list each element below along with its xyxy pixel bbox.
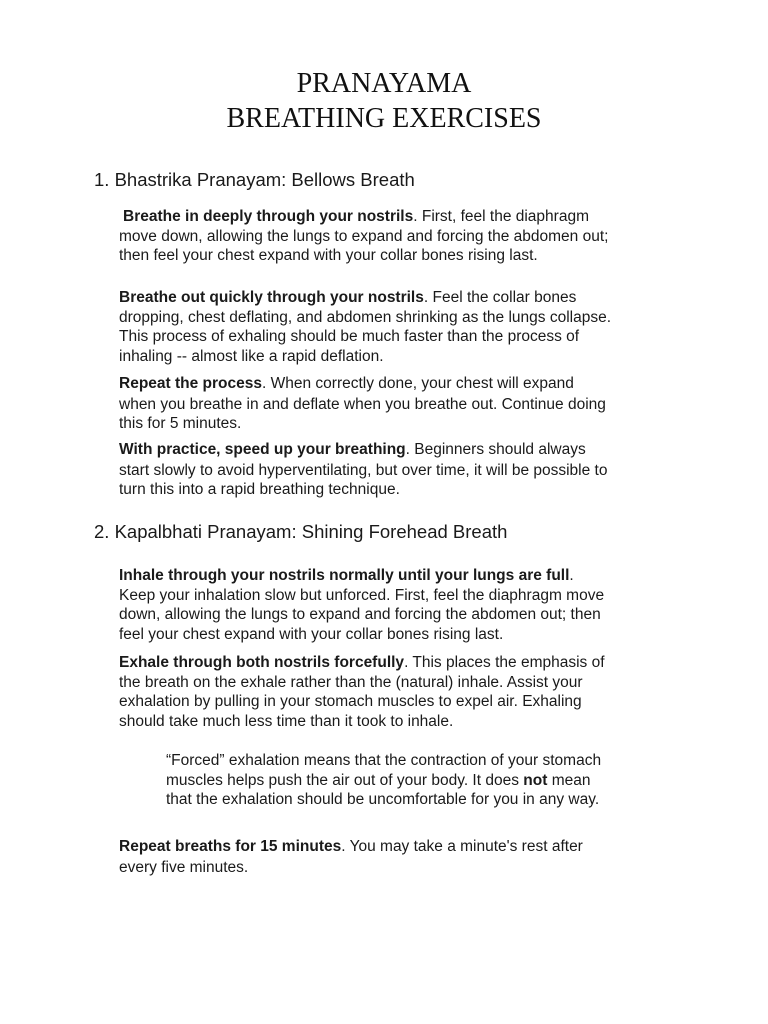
paragraph-line: feel your chest expand with your collar bones rising last. (119, 625, 504, 643)
paragraph-line: should take much less time than it took to inhale. (119, 712, 454, 730)
emphasis-text: Repeat breaths for 15 minutes (119, 838, 342, 855)
document-title-line-1: PRANAYAMA (296, 68, 472, 99)
paragraph-line: dropping, chest deflating, and abdomen shrinking as the lungs collapse. (119, 308, 612, 326)
paragraph-line (119, 837, 699, 857)
section-1-paragraph-4 (119, 440, 699, 500)
paragraph-line: turn this into a rapid breathing technique. (119, 481, 400, 499)
emphasis-text: Inhale through your nostrils normally until your lungs are full (119, 567, 570, 584)
paragraph-line: move down, allowing the lungs to expand and forcing the abdomen out; (119, 227, 609, 245)
paragraph-line: Keep your inhalation slow but unforced. First, feel the diaphragm move (119, 586, 605, 604)
paragraph-line (119, 440, 699, 460)
document-title-line-2: BREATHING EXERCISES (226, 103, 542, 134)
section-2-paragraph-1 (119, 566, 699, 644)
section-1-paragraph-1 (119, 207, 703, 266)
section-2-paragraph-4 (119, 837, 699, 877)
section-1-heading: 1. Bhastrika Pranayam: Bellows Breath (94, 169, 415, 190)
emphasis-text: Breathe out quickly through your nostrils (119, 289, 424, 306)
paragraph-line: This process of exhaling should be much faster than the process of (119, 328, 580, 346)
section-1-paragraph-2 (119, 288, 699, 366)
paragraph-line: that the exhalation should be uncomfortable for you in any way. (166, 791, 600, 809)
paragraph-line (119, 653, 699, 673)
paragraph-line: down, allowing the lungs to expand and forcing the abdomen out; then (119, 606, 601, 624)
section-2-note (166, 751, 696, 810)
body-text: . First, feel the diaphragm (413, 208, 589, 225)
body-text: . Beginners should always (405, 441, 586, 458)
paragraph-line: when you breathe in and deflate when you breathe out. Continue doing (119, 395, 606, 413)
body-text: mean (547, 771, 591, 789)
paragraph-line (119, 374, 699, 394)
body-text: . This places the emphasis of (404, 654, 605, 671)
section-1-paragraph-3 (119, 374, 699, 434)
emphasis-text: not (523, 771, 548, 789)
body-text: . (569, 567, 574, 584)
paragraph-line: then feel your chest expand with your collar bones rising last. (119, 247, 538, 265)
emphasis-text: With practice, speed up your breathing (119, 441, 406, 458)
body-text: . When correctly done, your chest will expand (262, 375, 574, 392)
body-text: muscles helps push the air out of your body. It does (166, 771, 524, 789)
paragraph-line (119, 566, 699, 586)
body-text: . You may take a minute's rest after (341, 838, 583, 855)
section-2-paragraph-2 (119, 653, 699, 731)
paragraph-line: exhalation by pulling in your stomach muscles to expel air. Exhaling (119, 693, 582, 711)
paragraph-line (123, 207, 703, 227)
emphasis-text: Exhale through both nostrils forcefully (119, 654, 405, 671)
emphasis-text: Repeat the process (119, 375, 262, 392)
paragraph-line (119, 288, 699, 308)
body-text: . Feel the collar bones (423, 289, 577, 306)
paragraph-line: the breath on the exhale rather than the (natural) inhale. Assist your (119, 673, 583, 691)
paragraph-line: inhaling -- almost like a rapid deflation. (119, 347, 384, 365)
paragraph-line: this for 5 minutes. (119, 415, 242, 433)
paragraph-line: start slowly to avoid hyperventilating, but over time, it will be possible to (119, 461, 608, 479)
section-2-heading: 2. Kapalbhati Pranayam: Shining Forehead Breath (94, 521, 508, 542)
paragraph-line: “Forced” exhalation means that the contraction of your stomach (166, 752, 602, 769)
paragraph-line: every five minutes. (119, 858, 249, 876)
emphasis-text: Breathe in deeply through your nostrils (123, 208, 414, 225)
paragraph-line (166, 771, 696, 791)
